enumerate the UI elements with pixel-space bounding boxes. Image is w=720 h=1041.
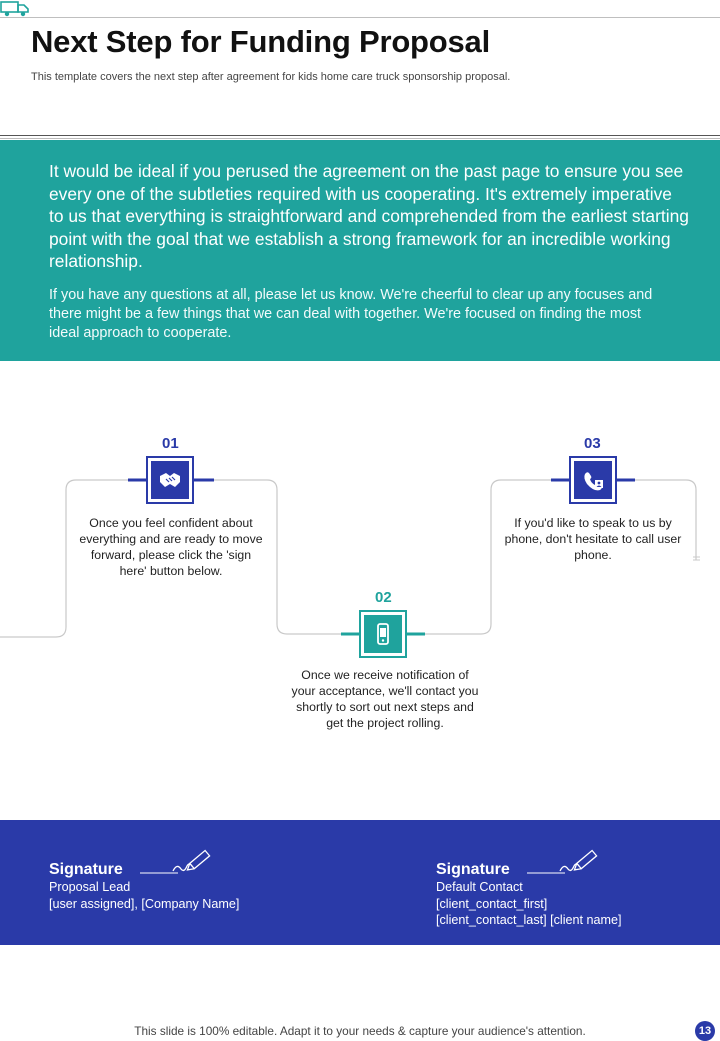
truck-icon [0, 0, 30, 18]
top-divider [0, 17, 720, 18]
step-2-number: 02 [375, 589, 392, 606]
step-1-text: Once you feel confident about everything and are ready to move forward, please click the 'sign here' button below. [79, 516, 263, 578]
signature-heading: Signature [436, 861, 510, 878]
signature-name: [user assigned], [Company Name] [49, 896, 240, 911]
signature-band [0, 820, 720, 945]
header-divider-secondary [0, 138, 720, 139]
page-number-badge: 13 [695, 1021, 715, 1041]
intro-body-text: If you have any questions at all, please let us know. We're cheerful to clear up any focuses and there might be a few things that we can deal with together. We're focused on finding the most ideal approach to cooperate. [49, 287, 653, 341]
signature-contact-last: [client_contact_last] [client name] [436, 913, 622, 927]
intro-lead-text: It would be ideal if you perused the agreement on the past page to ensure you see every one of the subtleties required with us cooperating. It's extremely imperative to us that everything is straightforward and comprehended from the earliest starting point with the goal that we establish a strong framework for an incredible working relationship. [49, 161, 689, 271]
phone-contact-icon [580, 467, 606, 493]
footer-note: This slide is 100% editable. Adapt it to your needs & capture your audience's attention. [134, 1024, 586, 1038]
step-3-icon-box [569, 456, 617, 504]
step-1-icon-box [146, 456, 194, 504]
mobile-phone-icon [370, 621, 396, 647]
signature-role: Proposal Lead [49, 880, 131, 894]
signature-role: Default Contact [436, 880, 523, 894]
step-3-number: 03 [584, 435, 601, 452]
step-3-text: If you'd like to speak to us by phone, don't hesitate to call user phone. [504, 516, 682, 562]
pen-signature-icon [525, 844, 603, 884]
signature-heading: Signature [49, 861, 123, 878]
page-subtitle: This template covers the next step after agreement for kids home care truck sponsorship proposal. [31, 71, 511, 83]
page-title: Next Step for Funding Proposal [31, 24, 491, 59]
step-2-text: Once we receive notification of your acceptance, we'll contact you shortly to sort out next steps and get the project rolling. [291, 668, 479, 730]
step-2-icon-box [359, 610, 407, 658]
handshake-icon [157, 467, 183, 493]
step-1-number: 01 [162, 435, 179, 452]
signature-contact-first: [client_contact_first] [436, 896, 548, 911]
pen-signature-icon [138, 844, 216, 884]
header-divider [0, 135, 720, 136]
